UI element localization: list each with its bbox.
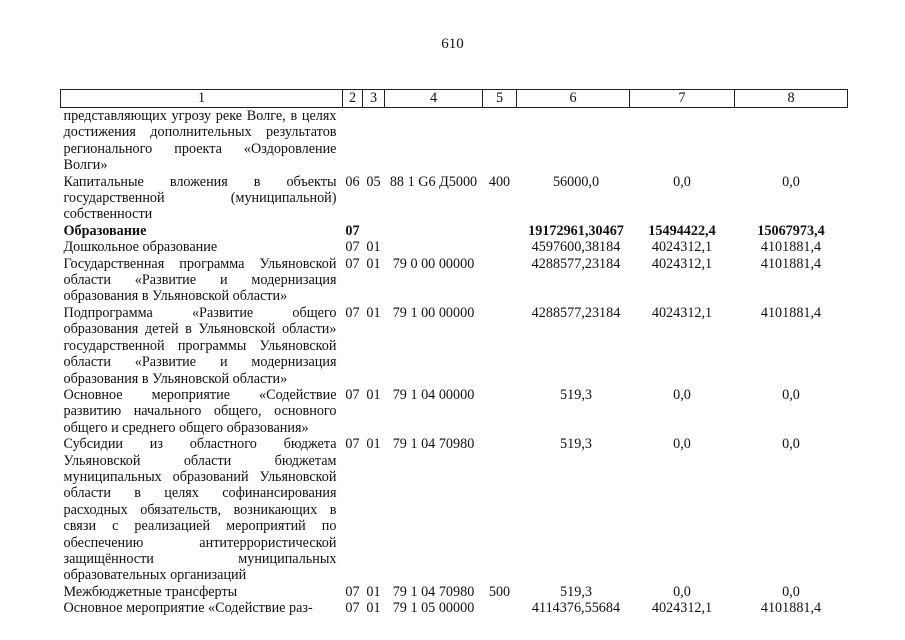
value-cell-c8: 0,0: [782, 436, 800, 453]
value-cell-c8: 4101881,4: [760, 255, 822, 272]
value-cell-c4: 79 1 05 00000: [392, 600, 475, 617]
value-cell-c5: 500: [488, 583, 511, 600]
row-name-cell: Основное мероприятие «Содействие развитию начального общего, основного общего и среднего общего образования»: [63, 386, 337, 436]
column-header: 7: [630, 90, 735, 108]
value-cell-c3: 01: [366, 239, 381, 256]
value-cell-c2: 07: [345, 304, 360, 321]
value-cell-c6: 4114376,55684: [531, 600, 621, 617]
column-header: 4: [385, 90, 483, 108]
value-cell-c3: 01: [366, 304, 381, 321]
value-cell-c3: [363, 223, 385, 239]
value-cell-c3: 01: [366, 583, 381, 600]
value-cell-c8: 0,0: [782, 173, 800, 190]
value-cell-c7: 0,0: [673, 583, 691, 600]
value-cell-c3: [363, 108, 385, 174]
value-cell-c5: [483, 223, 517, 239]
value-cell-c2: 07: [345, 222, 360, 239]
row-name-cell: Межбюджетные трансферты: [63, 583, 238, 600]
value-cell-c2: 07: [345, 239, 360, 256]
table-row: [61, 584, 848, 600]
value-cell-c6: 56000,0: [552, 173, 600, 190]
value-cell-c3: 01: [366, 436, 381, 453]
column-header: 5: [483, 90, 517, 108]
value-cell-c7: [630, 108, 735, 174]
value-cell-c7: 4024312,1: [651, 304, 713, 321]
value-cell-c7: 0,0: [673, 436, 691, 453]
value-cell-c6: 519,3: [560, 583, 592, 600]
row-name-cell: Основное мероприятие «Содействие раз-: [63, 600, 313, 617]
row-name-cell: представляющих угрозу реке Волге, в целях достижения дополнительных результатов регионального проекта «Оздоровление Волги»: [63, 108, 337, 174]
table-row: [61, 436, 848, 584]
value-cell-c2: 07: [345, 436, 360, 453]
table-row: [61, 223, 848, 239]
row-name-cell: Государственная программа Ульяновской области «Развитие и модернизация образования в Ульяновской области»: [63, 255, 337, 305]
value-cell-c2: 06: [345, 173, 360, 190]
value-cell-c7: 4024312,1: [651, 239, 713, 256]
row-name-cell: Образование: [63, 222, 147, 239]
value-cell-c4: 79 1 00 00000: [392, 304, 475, 321]
table-row: [61, 256, 848, 305]
value-cell-c5: [483, 108, 517, 174]
table-row: [61, 387, 848, 436]
table-row: [61, 174, 848, 223]
column-header: 1: [61, 90, 343, 108]
value-cell-c8: 4101881,4: [760, 304, 822, 321]
value-cell-c5: [483, 239, 517, 255]
value-cell-c6: 4597600,38184: [531, 239, 621, 256]
value-cell-c8: 4101881,4: [760, 239, 822, 256]
row-name-cell: Капитальные вложения в объекты государственной (муниципальной) собственности: [63, 173, 337, 223]
value-cell-c2: 07: [345, 583, 360, 600]
row-name-cell: Подпрограмма «Развитие общего образования детей в Ульяновской области» государственной программы Ульяновской области «Развитие и модернизация образования в Ульяновской области»: [63, 304, 337, 387]
value-cell-c4: [385, 223, 483, 239]
value-cell-c2: 07: [345, 386, 360, 403]
value-cell-c4: 79 1 04 70980: [392, 436, 475, 453]
value-cell-c6: [517, 108, 630, 174]
value-cell-c4: [385, 239, 483, 255]
value-cell-c2: 07: [345, 600, 360, 617]
table-body: [61, 108, 848, 617]
value-cell-c4: [385, 108, 483, 174]
value-cell-c5: [483, 305, 517, 387]
budget-table: [60, 89, 848, 617]
value-cell-c5: [483, 436, 517, 584]
value-cell-c8: [735, 108, 848, 174]
value-cell-c5: [483, 256, 517, 305]
value-cell-c8: 15067973,4: [757, 222, 825, 239]
value-cell-c7: 15494422,4: [648, 222, 716, 239]
value-cell-c2: 07: [345, 255, 360, 272]
value-cell-c3: 01: [366, 600, 381, 617]
column-header: 6: [517, 90, 630, 108]
value-cell-c3: 01: [366, 386, 381, 403]
value-cell-c7: 0,0: [673, 386, 691, 403]
value-cell-c6: 519,3: [560, 386, 592, 403]
table-header-row: [61, 90, 848, 108]
value-cell-c3: 05: [366, 173, 381, 190]
value-cell-c6: 4288577,23184: [531, 255, 621, 272]
value-cell-c4: 79 0 00 00000: [392, 255, 475, 272]
table-row: [61, 239, 848, 255]
value-cell-c4: 88 1 G6 Д5000: [389, 173, 478, 190]
value-cell-c8: 4101881,4: [760, 600, 822, 617]
value-cell-c8: 0,0: [782, 386, 800, 403]
value-cell-c6: 4288577,23184: [531, 304, 621, 321]
value-cell-c5: [483, 387, 517, 436]
table-row: [61, 305, 848, 387]
value-cell-c7: 0,0: [673, 173, 691, 190]
table-row: [61, 600, 848, 616]
table-row: [61, 108, 848, 174]
value-cell-c3: 01: [366, 255, 381, 272]
value-cell-c5: 400: [488, 173, 511, 190]
row-name-cell: Дошкольное образование: [63, 239, 218, 256]
row-name-cell: Субсидии из областного бюджета Ульяновской области бюджетам муниципальных образований Ульяновской области в целях софинансирования расходных обязательств, возникающих в связи с реализацией мероприятий по обеспечению антитеррористической защищённости муниципальных образовательных организаций: [63, 436, 337, 584]
value-cell-c2: [343, 108, 363, 174]
column-header: 2: [343, 90, 363, 108]
column-header: 3: [363, 90, 385, 108]
value-cell-c8: 0,0: [782, 583, 800, 600]
value-cell-c4: 79 1 04 00000: [392, 386, 475, 403]
value-cell-c6: 19172961,30467: [528, 222, 624, 239]
value-cell-c7: 4024312,1: [651, 600, 713, 617]
page-number: 610: [441, 36, 464, 52]
value-cell-c4: 79 1 04 70980: [392, 583, 475, 600]
column-header: 8: [735, 90, 848, 108]
value-cell-c5: [483, 600, 517, 616]
value-cell-c7: 4024312,1: [651, 255, 713, 272]
value-cell-c6: 519,3: [560, 436, 592, 453]
